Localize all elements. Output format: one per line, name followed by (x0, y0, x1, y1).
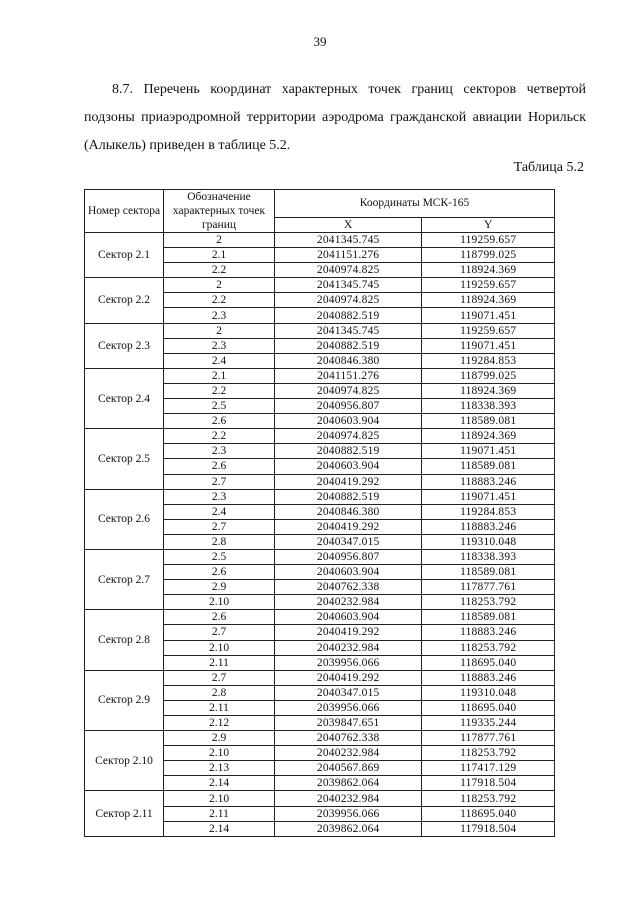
y-coordinate-cell: 118589.081 (422, 610, 555, 625)
x-coordinate-cell: 2040974.825 (275, 383, 422, 398)
point-designation-cell: 2.13 (164, 761, 275, 776)
point-designation-cell: 2.8 (164, 534, 275, 549)
y-coordinate-cell: 119310.048 (422, 685, 555, 700)
table-row (85, 278, 555, 293)
y-coordinate-cell: 117417.129 (422, 761, 555, 776)
y-coordinate-cell: 118253.792 (422, 640, 555, 655)
table-row (85, 670, 555, 685)
x-coordinate-cell: 2039956.066 (275, 806, 422, 821)
paragraph-line: подзоны приаэродромной территории аэродрома гражданской авиации Норильск (84, 110, 586, 125)
point-designation-cell: 2.11 (164, 700, 275, 715)
x-coordinate-cell: 2040762.338 (275, 580, 422, 595)
sector-name-cell: Сектор 2.4 (85, 368, 164, 428)
header-x: X (275, 217, 422, 232)
sector-name-cell: Сектор 2.2 (85, 278, 164, 323)
y-coordinate-cell: 118589.081 (422, 414, 555, 429)
point-designation-cell: 2.2 (164, 293, 275, 308)
point-designation-cell: 2.5 (164, 549, 275, 564)
table-row (85, 489, 555, 504)
x-coordinate-cell: 2041345.745 (275, 278, 422, 293)
y-coordinate-cell: 118253.792 (422, 746, 555, 761)
y-coordinate-cell: 119071.451 (422, 308, 555, 323)
x-coordinate-cell: 2040882.519 (275, 338, 422, 353)
x-coordinate-cell: 2040846.380 (275, 353, 422, 368)
point-designation-cell: 2.4 (164, 504, 275, 519)
x-coordinate-cell: 2040567.869 (275, 761, 422, 776)
x-coordinate-cell: 2039862.064 (275, 776, 422, 791)
point-designation-cell: 2.3 (164, 444, 275, 459)
x-coordinate-cell: 2040232.984 (275, 746, 422, 761)
y-coordinate-cell: 117877.761 (422, 731, 555, 746)
point-designation-cell: 2.2 (164, 263, 275, 278)
point-designation-cell: 2.8 (164, 685, 275, 700)
point-designation-cell: 2.11 (164, 806, 275, 821)
x-coordinate-cell: 2040882.519 (275, 444, 422, 459)
y-coordinate-cell: 118924.369 (422, 383, 555, 398)
header-coordinates: Координаты МСК-165 (275, 190, 555, 218)
point-designation-cell: 2.7 (164, 670, 275, 685)
y-coordinate-cell: 118253.792 (422, 595, 555, 610)
table-row (85, 233, 555, 248)
point-designation-cell: 2.10 (164, 746, 275, 761)
table-row (85, 549, 555, 564)
y-coordinate-cell: 118799.025 (422, 368, 555, 383)
x-coordinate-cell: 2040232.984 (275, 640, 422, 655)
point-designation-cell: 2.6 (164, 565, 275, 580)
sector-name-cell: Сектор 2.11 (85, 791, 164, 836)
header-point-designation: Обозначение характерных точек границ (164, 190, 275, 233)
x-coordinate-cell: 2040846.380 (275, 504, 422, 519)
table-caption: Таблица 5.2 (513, 160, 584, 175)
sector-name-cell: Сектор 2.3 (85, 323, 164, 368)
point-designation-cell: 2.2 (164, 383, 275, 398)
table-row (85, 368, 555, 383)
x-coordinate-cell: 2040956.807 (275, 549, 422, 564)
sector-name-cell: Сектор 2.9 (85, 670, 164, 730)
page-number: 39 (313, 34, 327, 49)
y-coordinate-cell: 119259.657 (422, 233, 555, 248)
y-coordinate-cell: 118253.792 (422, 791, 555, 806)
x-coordinate-cell: 2040956.807 (275, 399, 422, 414)
point-designation-cell: 2 (164, 323, 275, 338)
y-coordinate-cell: 118924.369 (422, 429, 555, 444)
point-designation-cell: 2.3 (164, 489, 275, 504)
header-y: Y (422, 217, 555, 232)
y-coordinate-cell: 118338.393 (422, 399, 555, 414)
header-sector-number: Номер сектора (85, 190, 164, 233)
y-coordinate-cell: 119284.853 (422, 353, 555, 368)
point-designation-cell: 2.7 (164, 625, 275, 640)
table-row (85, 731, 555, 746)
y-coordinate-cell: 119259.657 (422, 323, 555, 338)
x-coordinate-cell: 2040419.292 (275, 519, 422, 534)
y-coordinate-cell: 117918.504 (422, 821, 555, 836)
y-coordinate-cell: 118883.246 (422, 670, 555, 685)
sector-name-cell: Сектор 2.6 (85, 489, 164, 549)
y-coordinate-cell: 118799.025 (422, 248, 555, 263)
x-coordinate-cell: 2041151.276 (275, 248, 422, 263)
y-coordinate-cell: 118695.040 (422, 655, 555, 670)
point-designation-cell: 2.6 (164, 414, 275, 429)
x-coordinate-cell: 2040603.904 (275, 610, 422, 625)
y-coordinate-cell: 118589.081 (422, 459, 555, 474)
table-row (85, 791, 555, 806)
x-coordinate-cell: 2040974.825 (275, 429, 422, 444)
point-designation-cell: 2.10 (164, 595, 275, 610)
point-designation-cell: 2.3 (164, 308, 275, 323)
sector-name-cell: Сектор 2.1 (85, 233, 164, 278)
y-coordinate-cell: 118589.081 (422, 565, 555, 580)
point-designation-cell: 2.11 (164, 655, 275, 670)
y-coordinate-cell: 118883.246 (422, 625, 555, 640)
point-designation-cell: 2.2 (164, 429, 275, 444)
table-row (85, 429, 555, 444)
y-coordinate-cell: 119071.451 (422, 338, 555, 353)
x-coordinate-cell: 2041345.745 (275, 233, 422, 248)
x-coordinate-cell: 2040419.292 (275, 625, 422, 640)
x-coordinate-cell: 2040603.904 (275, 414, 422, 429)
x-coordinate-cell: 2039862.064 (275, 821, 422, 836)
x-coordinate-cell: 2039847.651 (275, 716, 422, 731)
x-coordinate-cell: 2040232.984 (275, 791, 422, 806)
point-designation-cell: 2 (164, 233, 275, 248)
x-coordinate-cell: 2040882.519 (275, 489, 422, 504)
point-designation-cell: 2.10 (164, 640, 275, 655)
point-designation-cell: 2.7 (164, 519, 275, 534)
y-coordinate-cell: 117918.504 (422, 776, 555, 791)
x-coordinate-cell: 2040419.292 (275, 670, 422, 685)
point-designation-cell: 2.1 (164, 368, 275, 383)
y-coordinate-cell: 118695.040 (422, 806, 555, 821)
sector-name-cell: Сектор 2.8 (85, 610, 164, 670)
table-row (85, 323, 555, 338)
paragraph-line: 8.7. Перечень координат характерных точек границ секторов четвертой (112, 82, 586, 97)
y-coordinate-cell: 119071.451 (422, 444, 555, 459)
y-coordinate-cell: 119071.451 (422, 489, 555, 504)
point-designation-cell: 2.3 (164, 338, 275, 353)
x-coordinate-cell: 2039956.066 (275, 700, 422, 715)
sector-name-cell: Сектор 2.5 (85, 429, 164, 489)
point-designation-cell: 2.4 (164, 353, 275, 368)
x-coordinate-cell: 2041151.276 (275, 368, 422, 383)
y-coordinate-cell: 119284.853 (422, 504, 555, 519)
point-designation-cell: 2.6 (164, 459, 275, 474)
point-designation-cell: 2.1 (164, 248, 275, 263)
point-designation-cell: 2.5 (164, 399, 275, 414)
x-coordinate-cell: 2039956.066 (275, 655, 422, 670)
point-designation-cell: 2.7 (164, 474, 275, 489)
sector-name-cell: Сектор 2.10 (85, 731, 164, 791)
x-coordinate-cell: 2040974.825 (275, 293, 422, 308)
x-coordinate-cell: 2040882.519 (275, 308, 422, 323)
coordinates-table (84, 189, 555, 837)
sector-name-cell: Сектор 2.7 (85, 549, 164, 609)
x-coordinate-cell: 2040419.292 (275, 474, 422, 489)
point-designation-cell: 2.12 (164, 716, 275, 731)
y-coordinate-cell: 118924.369 (422, 263, 555, 278)
y-coordinate-cell: 118924.369 (422, 293, 555, 308)
point-designation-cell: 2.6 (164, 610, 275, 625)
point-designation-cell: 2.10 (164, 791, 275, 806)
x-coordinate-cell: 2040603.904 (275, 459, 422, 474)
y-coordinate-cell: 119310.048 (422, 534, 555, 549)
x-coordinate-cell: 2040232.984 (275, 595, 422, 610)
x-coordinate-cell: 2040974.825 (275, 263, 422, 278)
y-coordinate-cell: 119259.657 (422, 278, 555, 293)
point-designation-cell: 2.9 (164, 580, 275, 595)
x-coordinate-cell: 2040762.338 (275, 731, 422, 746)
x-coordinate-cell: 2041345.745 (275, 323, 422, 338)
point-designation-cell: 2.14 (164, 776, 275, 791)
paragraph-line: (Алыкель) приведен в таблице 5.2. (84, 138, 291, 153)
y-coordinate-cell: 117877.761 (422, 580, 555, 595)
point-designation-cell: 2.9 (164, 731, 275, 746)
x-coordinate-cell: 2040347.015 (275, 534, 422, 549)
point-designation-cell: 2.14 (164, 821, 275, 836)
y-coordinate-cell: 118695.040 (422, 700, 555, 715)
y-coordinate-cell: 118338.393 (422, 549, 555, 564)
table-row (85, 610, 555, 625)
y-coordinate-cell: 119335.244 (422, 716, 555, 731)
x-coordinate-cell: 2040347.015 (275, 685, 422, 700)
y-coordinate-cell: 118883.246 (422, 519, 555, 534)
y-coordinate-cell: 118883.246 (422, 474, 555, 489)
x-coordinate-cell: 2040603.904 (275, 565, 422, 580)
point-designation-cell: 2 (164, 278, 275, 293)
paragraph (84, 76, 586, 160)
